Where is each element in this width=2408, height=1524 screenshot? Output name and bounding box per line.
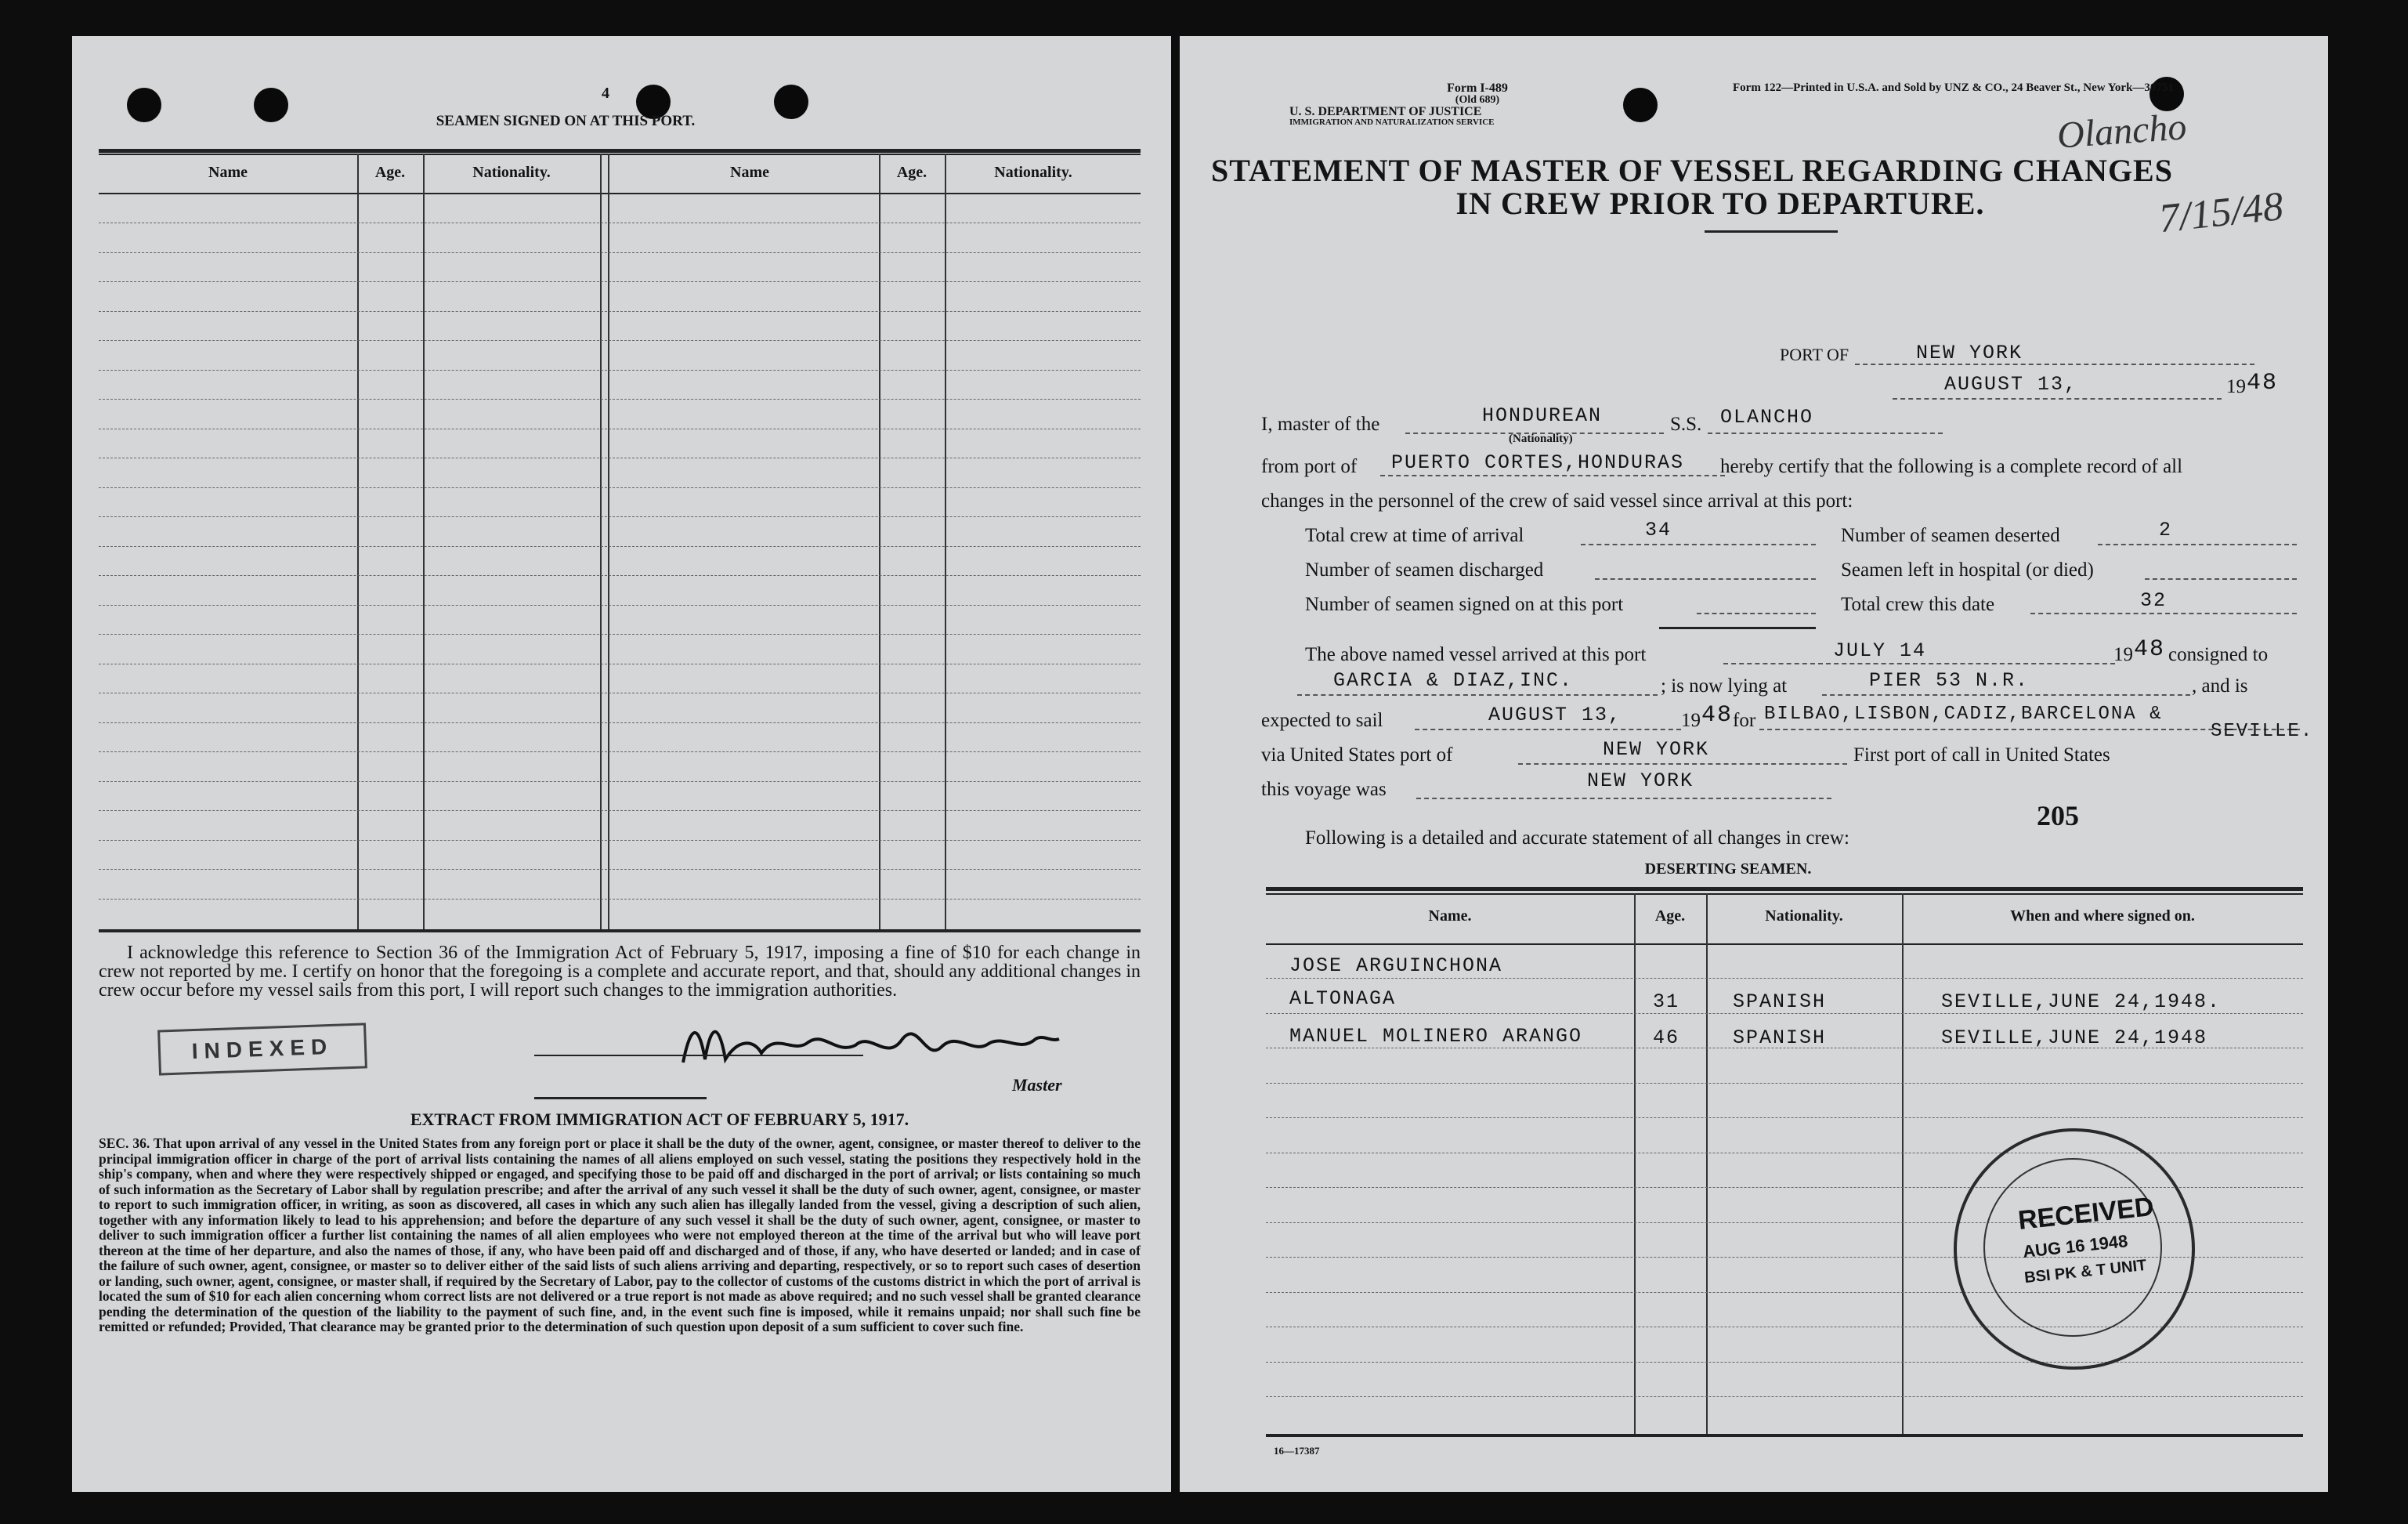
form-number: Form I-489: [1447, 81, 1508, 95]
deserting-col-signed: When and where signed on.: [2010, 907, 2195, 925]
footer-code: 16—17387: [1274, 1445, 1320, 1457]
deserting-row-name: ALTONAGA: [1289, 987, 1397, 1010]
col-divider: [357, 154, 359, 929]
first-port-label: First port of call in United States: [1853, 744, 2110, 766]
printer-note: Form 122—Printed in U.S.A. and Sold by UNZ & CO., 24 Beaver St., New York—30751: [1733, 81, 2174, 94]
lying-label: ; is now lying at: [1661, 675, 1788, 697]
col-header-name-2: Name: [730, 164, 769, 181]
from-port-line: [1380, 475, 1725, 476]
table-row: [99, 899, 1141, 900]
indexed-stamp: INDEXED: [157, 1023, 367, 1075]
total-crew-date-label: Total crew this date: [1841, 594, 1995, 615]
sail-year-prefix: 19: [1681, 710, 1701, 731]
deserting-row-nationality: SPANISH: [1733, 990, 1827, 1013]
via-line: [1518, 763, 1847, 765]
table-row: [99, 751, 1141, 752]
table-row: [99, 311, 1141, 312]
table-row: [99, 781, 1141, 782]
deserting-col-divider: [1634, 893, 1636, 1434]
hospital-line: [2145, 578, 2297, 580]
lying-line: [1822, 694, 2190, 696]
voyage-label: this voyage was: [1261, 779, 1387, 800]
table-row-rule: [1266, 978, 2303, 979]
table-row: [99, 252, 1141, 253]
master-label: Master: [1012, 1075, 1062, 1095]
table-row: [99, 810, 1141, 811]
vessel-line: [1708, 433, 1943, 434]
punch-hole: [1623, 88, 1658, 122]
from-port-label: from port of: [1261, 456, 1358, 477]
arrived-year: 48: [2134, 636, 2166, 663]
table-row-rule: [1266, 1362, 2303, 1363]
changes-text: changes in the personnel of the crew of said vessel since arrival at this port:: [1261, 491, 1853, 512]
arrived-date: JULY 14: [1833, 639, 1927, 662]
stamped-number: 205: [2037, 800, 2079, 831]
deserting-row-age: 46: [1653, 1026, 1680, 1049]
table-row: [99, 399, 1141, 400]
arrived-line: [1723, 663, 2115, 664]
deserted-line: [2098, 544, 2297, 545]
deserting-table-header-rule: [1266, 943, 2303, 945]
total-crew-date-value: 32: [2140, 589, 2168, 612]
nationality-value: HONDUREAN: [1482, 404, 1603, 427]
col-header-nationality-2: Nationality.: [994, 164, 1072, 181]
left-page: [72, 36, 1171, 1492]
col-header-nationality: Nationality.: [472, 164, 551, 181]
voyage-line: [1416, 798, 1831, 799]
deserting-row-nationality: SPANISH: [1733, 1026, 1827, 1049]
total-crew-date-line: [2030, 613, 2297, 614]
title-rule: [1705, 230, 1838, 233]
table-row-rule: [1266, 1396, 2303, 1397]
handwritten-vessel-name: Olancho: [2055, 106, 2188, 157]
deserted-value: 2: [2159, 519, 2173, 541]
hospital-label: Seamen left in hospital (or died): [1841, 559, 2094, 581]
service: IMMIGRATION AND NATURALIZATION SERVICE: [1289, 118, 1495, 127]
port-of-line: [1855, 364, 2254, 365]
form-title-line1: STATEMENT OF MASTER OF VESSEL REGARDING CHANGES: [1211, 153, 2173, 188]
col-header-age-2: Age.: [896, 164, 927, 181]
sail-line: [1415, 729, 1681, 730]
deserting-col-age: Age.: [1654, 907, 1686, 925]
destination-value-2: SEVILLE.: [2211, 721, 2314, 742]
deserting-row-signed: SEVILLE,JUNE 24,1948: [1941, 1026, 2208, 1049]
form-title-line2: IN CREW PRIOR TO DEPARTURE.: [1455, 186, 1985, 221]
received-stamp: [1954, 1128, 2195, 1370]
table-row: [99, 370, 1141, 371]
table-row-rule: [1266, 1117, 2303, 1118]
following-text: Following is a detailed and accurate statement of all changes in crew:: [1305, 827, 1849, 849]
acknowledgement-text: I acknowledge this reference to Section 36 of the Immigration Act of February 5, 1917, imposing a fine of $10 for each change in crew not reported by me. I certify on honor that the foregoing is a complete and accurate report, and that, should any additional changes in crew occur before my vessel sails from this port, I will report such changes to the immigration authorities.: [99, 943, 1141, 1001]
table-row: [99, 340, 1141, 341]
deserting-table-top-thin: [1266, 893, 2303, 895]
and-is: , and is: [2192, 675, 2248, 697]
received-stamp-label: RECEIVED: [2016, 1192, 2156, 1236]
deserting-table-top: [1266, 887, 2303, 891]
total-crew-arrival-value: 34: [1645, 519, 1672, 541]
table-row: [99, 634, 1141, 635]
signed-on-label: Number of seamen signed on at this port: [1305, 594, 1624, 615]
seamen-signed-heading: SEAMEN SIGNED ON AT THIS PORT.: [436, 113, 696, 129]
table-row-rule: [1266, 1083, 2303, 1084]
sail-year: 48: [1701, 702, 1734, 729]
consignee-line: [1297, 694, 1658, 696]
voyage-value: NEW YORK: [1587, 769, 1694, 792]
deserting-row-name: MANUEL MOLINERO ARANGO: [1289, 1025, 1583, 1048]
counts-rule: [1659, 627, 1816, 629]
master-signature: [667, 1008, 1075, 1078]
certify-text: hereby certify that the following is a complete record of all: [1720, 456, 2183, 477]
extract-rule: [534, 1097, 707, 1099]
deserting-col-nationality: Nationality.: [1765, 907, 1843, 925]
port-of-value: NEW YORK: [1916, 342, 2023, 364]
deserting-table-bottom: [1266, 1434, 2303, 1437]
consignee-value: GARCIA & DIAZ,INC.: [1333, 669, 1574, 692]
ss-label: S.S.: [1670, 414, 1702, 435]
deserting-col-name: Name.: [1428, 907, 1472, 925]
deserting-row-age: 31: [1653, 990, 1680, 1013]
col-header-name: Name: [208, 164, 248, 181]
form-old: (Old 689): [1455, 94, 1500, 106]
arrived-label: The above named vessel arrived at this port: [1305, 644, 1647, 665]
right-page: [1180, 36, 2328, 1492]
deserting-heading: DESERTING SEAMEN.: [1644, 860, 1812, 878]
discharged-label: Number of seamen discharged: [1305, 559, 1544, 581]
vessel-value: OLANCHO: [1720, 406, 1814, 429]
col-header-age: Age.: [374, 164, 406, 181]
table-row: [99, 281, 1141, 282]
date-value: AUGUST 13,: [1944, 373, 2078, 396]
extract-text: SEC. 36. That upon arrival of any vessel in the United States from any foreign port or place it shall be the duty of the owner, agent, consignee, or master thereof to deliver to the principal immigration officer in charge of the port of arrival lists containing the names of all aliens employed on such vessel, stating the positions they respectively hold in the ship's company, when and where they were respectively shipped or engaged, and specifying those to be paid off and discharged in the port of arrival; or lists containing so much of such information as the Secretary of Labor shall by regulation prescribe; and after the arrival of any such vessel it shall be the duty of such owner, agent, consignee, or master to report to such immigration officer, in writing, as soon as discovered, all cases in which any such alien has illegally landed from the vessel, giving a description of such alien, together with any information likely to lead to his apprehension; and before the departure of any such vessel it shall be the duty of such owner, agent, consignee, or master to deliver to such immigration officer a further list containing the names of all alien employees who were not employed thereon at the time of the arrival but who will leave port thereon at the time of her departure, and also the names of those, if any, who have been paid off and discharged and of those, if any, who have deserted or landed; and in case of the failure of such owner, agent, consignee, or master so to deliver either of the said lists of such aliens arriving and departing, respectively, or so to report such cases of desertion or landing, such owner, agent, consignee, or master shall, if required by the Secretary of Labor, pay to the collector of customs of the customs district in which the port of arrival is located the sum of $10 for each alien concerning whom correct lists are not delivered or a true report is not made as above required; and no such vessel shall be granted clearance pending the determination of the question of the liability to the payment of such fine, and, in the event such fine is imposed, while it remains unpaid; nor shall such fine be remitted or refunded; Provided, That clearance may be granted prior to the determination of such question upon deposit of a sum sufficient to cover such fine.: [99, 1135, 1141, 1334]
master-of-label: I, master of the: [1261, 414, 1380, 435]
sail-date: AUGUST 13,: [1488, 704, 1622, 726]
table-top-rule: [99, 149, 1141, 153]
deserting-col-divider: [1706, 893, 1708, 1434]
department: U. S. DEPARTMENT OF JUSTICE: [1289, 105, 1482, 118]
date-line: [1893, 398, 2222, 400]
handwritten-date: 7/15/48: [2157, 183, 2286, 242]
deserting-row-name: JOSE ARGUINCHONA: [1289, 954, 1503, 977]
signature-line: [534, 1055, 863, 1056]
from-port-value: PUERTO CORTES,HONDURAS: [1391, 451, 1685, 474]
nationality-caption: (Nationality): [1509, 433, 1573, 445]
discharged-line: [1595, 578, 1816, 580]
col-divider: [600, 154, 602, 929]
col-divider: [945, 154, 946, 929]
received-stamp-date: AUG 16 1948: [2022, 1231, 2129, 1262]
signed-on-line: [1697, 613, 1816, 614]
year-suffix: 48: [2247, 370, 2279, 396]
table-row: [99, 546, 1141, 547]
via-label: via United States port of: [1261, 744, 1453, 766]
consigned-label: consigned to: [2168, 644, 2269, 665]
table-row: [99, 487, 1141, 488]
destination-value: BILBAO,LISBON,CADIZ,BARCELONA &: [1764, 704, 2163, 725]
via-port-value: NEW YORK: [1603, 738, 1710, 761]
deserted-label: Number of seamen deserted: [1841, 525, 2060, 546]
table-bottom-rule: [99, 929, 1141, 932]
table-row-rule: [1266, 1013, 2303, 1014]
received-stamp-unit: BSI PK & T UNIT: [2023, 1256, 2148, 1287]
col-divider: [423, 154, 425, 929]
year-prefix: 19: [2226, 376, 2246, 397]
deserting-col-divider: [1902, 893, 1904, 1434]
total-crew-arrival-line: [1581, 544, 1816, 545]
port-of-label: PORT OF: [1780, 345, 1849, 364]
page-number: 4: [602, 85, 609, 102]
table-row: [99, 722, 1141, 723]
table-row: [99, 516, 1141, 517]
table-row: [99, 575, 1141, 576]
table-top-rule-thin: [99, 154, 1141, 155]
expected-label: expected to sail: [1261, 710, 1383, 731]
table-header-rule: [99, 193, 1141, 194]
table-row: [99, 605, 1141, 606]
table-row: [99, 840, 1141, 841]
col-divider: [608, 154, 609, 929]
total-crew-arrival-label: Total crew at time of arrival: [1305, 525, 1524, 546]
for-label: for: [1733, 710, 1756, 731]
punch-hole: [127, 88, 161, 122]
extract-title: EXTRACT FROM IMMIGRATION ACT OF FEBRUARY 5, 1917.: [410, 1110, 909, 1129]
table-row: [99, 869, 1141, 870]
lying-value: PIER 53 N.R.: [1869, 669, 2030, 692]
col-divider: [879, 154, 880, 929]
arrived-year-prefix: 19: [2113, 644, 2133, 665]
deserting-row-signed: SEVILLE,JUNE 24,1948.: [1941, 990, 2222, 1013]
